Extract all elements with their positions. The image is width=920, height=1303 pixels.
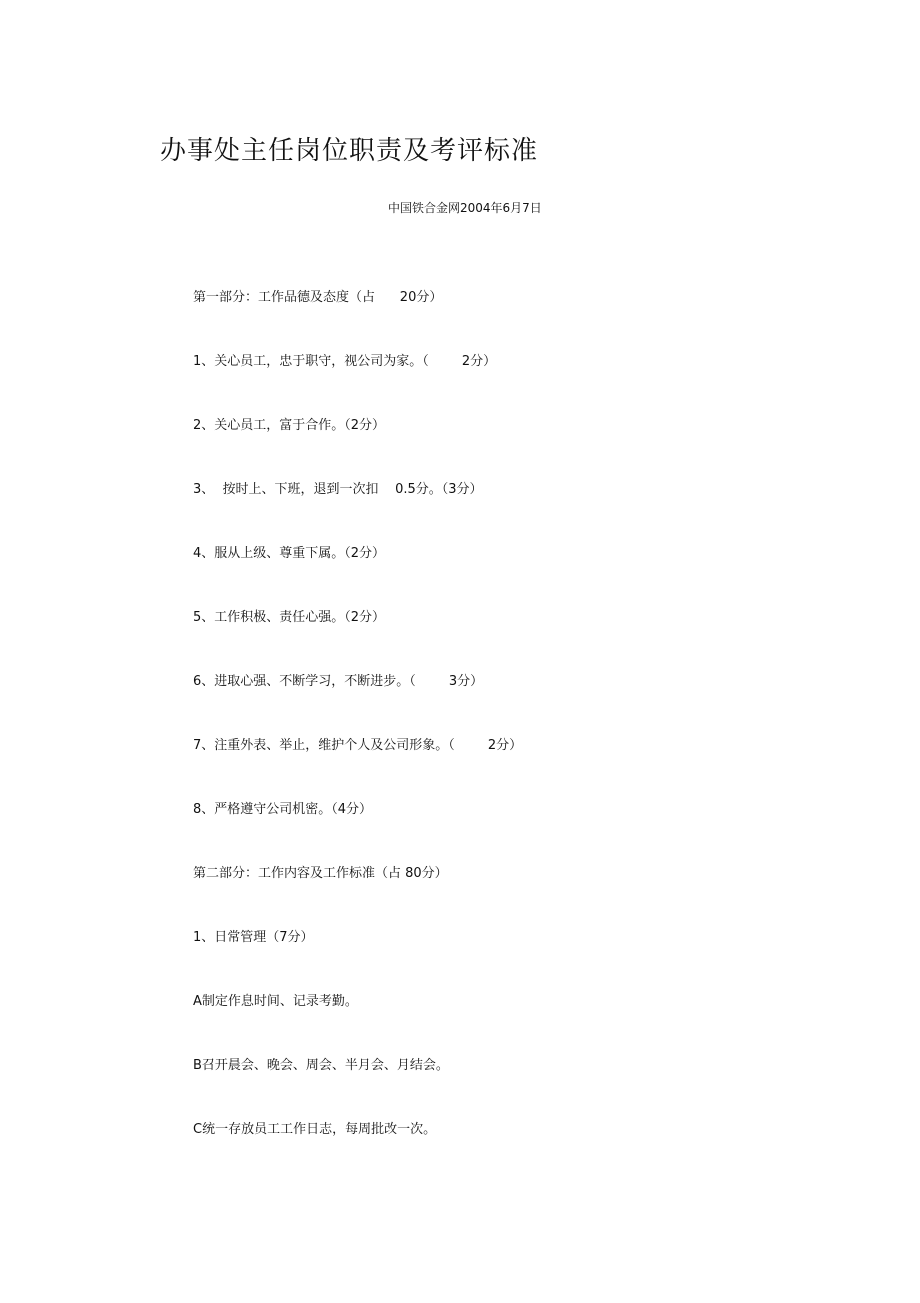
part1-item-2: 2、关心员工，富于合作。（2分） bbox=[193, 418, 386, 433]
part1-item-6: 6、进取心强、不断学习，不断进步。（ 3分） bbox=[193, 674, 484, 689]
part1-heading: 第一部分：工作品德及态度（占 20分） bbox=[193, 290, 443, 305]
part2-section1-item-c: C统一存放员工工作日志，每周批改一次。 bbox=[193, 1122, 437, 1137]
part1-item-1: 1、关心员工，忠于职守，视公司为家。（ 2分） bbox=[193, 354, 497, 369]
part2-section1-title: 1、日常管理（7分） bbox=[193, 930, 314, 945]
part2-heading: 第二部分：工作内容及工作标准（占 80分） bbox=[193, 866, 448, 881]
document-source-date: 中国铁合金网2004年6月7日 bbox=[388, 201, 542, 215]
part1-item-4: 4、服从上级、尊重下属。（2分） bbox=[193, 546, 386, 561]
part1-item-3: 3、 按时上、下班，退到一次扣 0.5分。（3分） bbox=[193, 482, 483, 497]
part1-item-5: 5、工作积极、责任心强。（2分） bbox=[193, 610, 386, 625]
document-title: 办事处主任岗位职责及考评标准 bbox=[160, 136, 539, 166]
part1-item-7: 7、注重外表、举止，维护个人及公司形象。（ 2分） bbox=[193, 738, 523, 753]
part2-section1-item-a: A制定作息时间、记录考勤。 bbox=[193, 994, 358, 1009]
part2-section1-item-b: B召开晨会、晚会、周会、半月会、月结会。 bbox=[193, 1058, 449, 1073]
part1-item-8: 8、严格遵守公司机密。（4分） bbox=[193, 802, 373, 817]
